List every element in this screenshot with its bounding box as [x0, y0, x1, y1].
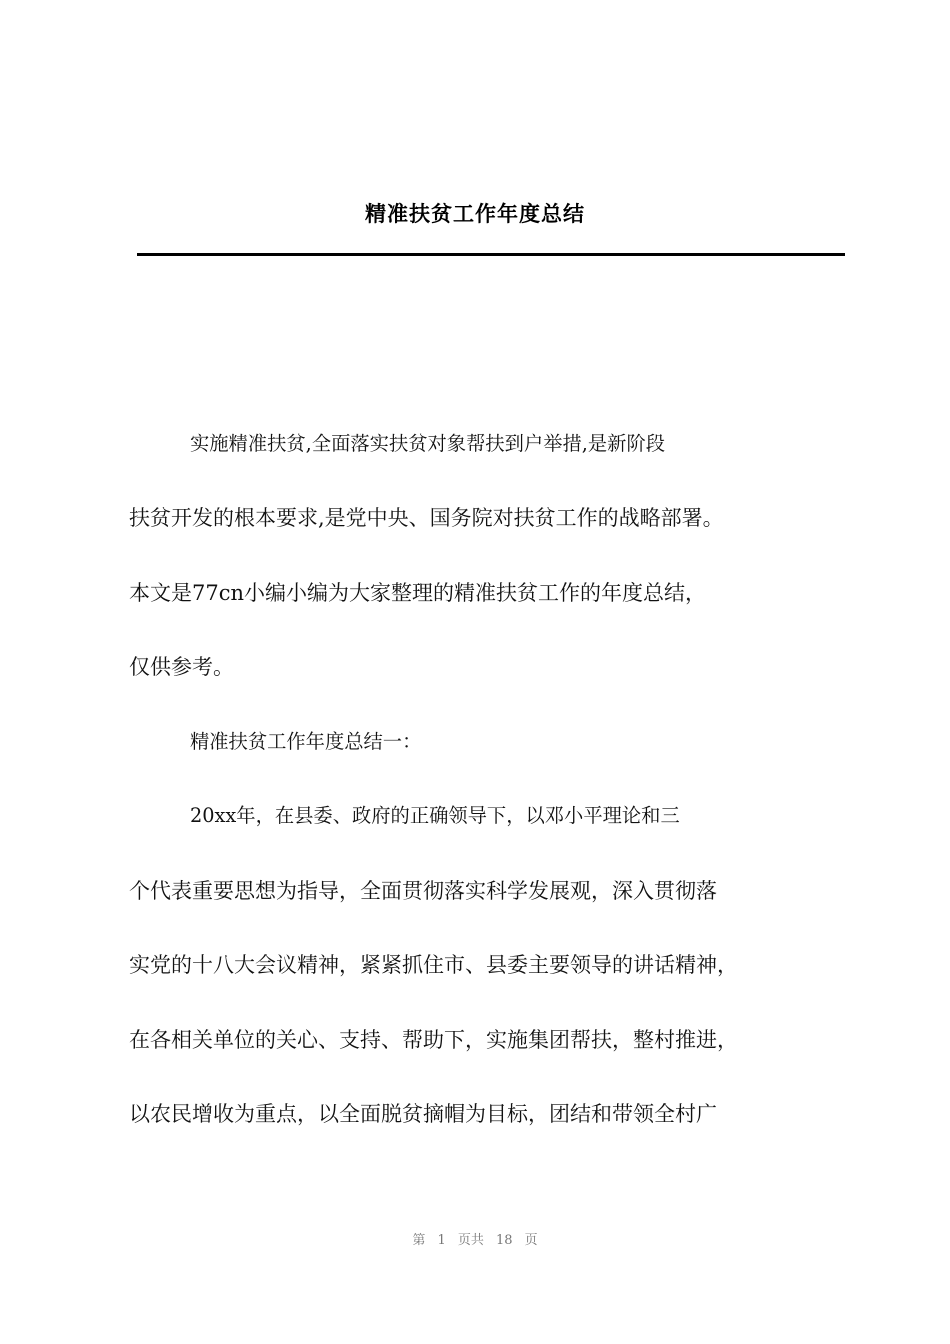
title-underline	[137, 253, 845, 256]
body-line: 实党的十八大会议精神，紧紧抓住市、县委主要领导的讲话精神，	[129, 953, 738, 977]
body-line: 以农民增收为重点，以全面脱贫摘帽为目标，团结和带领全村广	[129, 1102, 717, 1126]
document-title: 精准扶贫工作年度总结	[365, 202, 585, 226]
section-heading: 精准扶贫工作年度总结一：	[190, 730, 422, 753]
body-line: 本文是77cn小编小编为大家整理的精准扶贫工作的年度总结，	[129, 581, 707, 605]
body-line: 实施精准扶贫,全面落实扶贫对象帮扶到户举措,是新阶段	[190, 432, 666, 455]
body-line: 在各相关单位的关心、支持、帮助下，实施集团帮扶，整村推进，	[129, 1028, 738, 1052]
body-line: 个代表重要思想为指导，全面贯彻落实科学发展观，深入贯彻落	[129, 879, 717, 903]
body-line: 仅供参考。	[129, 655, 234, 679]
page-number-footer: 第 1 页共 18 页	[412, 1233, 538, 1248]
body-line: 扶贫开发的根本要求,是党中央、国务院对扶贫工作的战略部署。	[129, 506, 724, 530]
body-line: 20xx年，在县委、政府的正确领导下，以邓小平理论和三	[190, 804, 680, 827]
